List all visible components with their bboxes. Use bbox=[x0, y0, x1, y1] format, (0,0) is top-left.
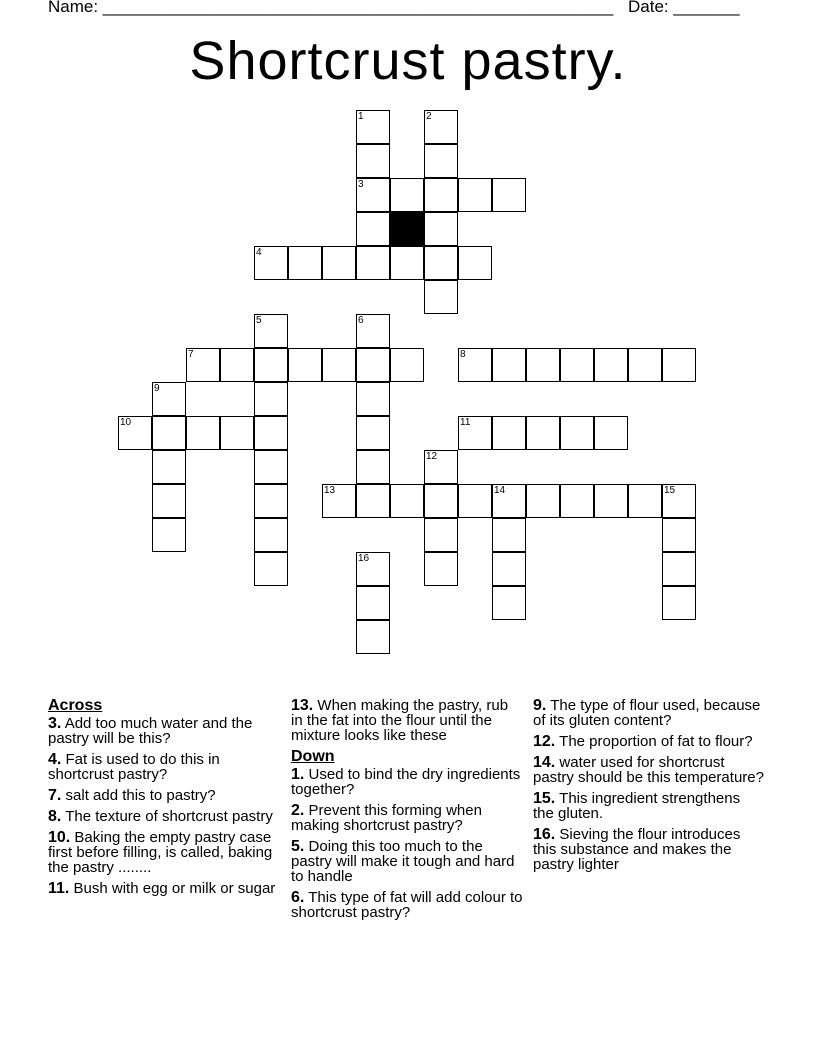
clue-text: The proportion of fat to flour? bbox=[559, 733, 753, 750]
cell-number: 6 bbox=[358, 315, 364, 326]
crossword-cell[interactable] bbox=[356, 212, 390, 246]
crossword-cell[interactable] bbox=[424, 484, 458, 518]
clue-number: 14. bbox=[533, 754, 556, 771]
crossword-cell[interactable] bbox=[424, 280, 458, 314]
clues-column-3 bbox=[533, 698, 765, 878]
clue-text: Used to bind the dry ingredients together? bbox=[291, 766, 521, 798]
crossword-cell[interactable] bbox=[356, 450, 390, 484]
crossword-cell[interactable] bbox=[458, 416, 492, 450]
crossword-cell[interactable] bbox=[390, 348, 424, 382]
clue-number: 10. bbox=[48, 829, 71, 846]
crossword-cell[interactable] bbox=[356, 314, 390, 348]
crossword-cell[interactable] bbox=[152, 416, 186, 450]
clue-text: Add too much water and the pastry will be this? bbox=[48, 715, 253, 747]
cell-number: 3 bbox=[358, 179, 364, 190]
crossword-cell[interactable] bbox=[662, 552, 696, 586]
clue bbox=[48, 752, 280, 782]
date-field: Date: _______ bbox=[628, 0, 740, 16]
crossword-cell[interactable] bbox=[254, 450, 288, 484]
name-field: Name: ______________________________________________________ bbox=[48, 0, 614, 16]
clue-text: Doing this too much to the pastry will make it tough and hard to handle bbox=[291, 838, 515, 885]
crossword-cell[interactable] bbox=[288, 348, 322, 382]
crossword-cell[interactable] bbox=[322, 484, 356, 518]
crossword-cell[interactable] bbox=[152, 518, 186, 552]
crossword-cell[interactable] bbox=[356, 246, 390, 280]
clue bbox=[48, 881, 280, 896]
clue-text: This type of fat will add colour to shortcrust pastry? bbox=[291, 889, 523, 921]
crossword-cell[interactable] bbox=[356, 110, 390, 144]
clue bbox=[291, 890, 523, 920]
clue bbox=[291, 767, 523, 797]
clue-number: 4. bbox=[48, 751, 62, 768]
clue-number: 9. bbox=[533, 697, 547, 714]
clue-number: 3. bbox=[48, 715, 62, 732]
crossword-cell[interactable] bbox=[356, 620, 390, 654]
crossword-cell[interactable] bbox=[560, 484, 594, 518]
crossword-cell[interactable] bbox=[492, 552, 526, 586]
cell-number: 16 bbox=[358, 553, 370, 564]
clue bbox=[48, 809, 280, 824]
crossword-cell[interactable] bbox=[356, 178, 390, 212]
crossword-cell[interactable] bbox=[254, 416, 288, 450]
crossword-cell[interactable] bbox=[424, 246, 458, 280]
crossword-cell[interactable] bbox=[356, 144, 390, 178]
crossword-cell[interactable] bbox=[288, 246, 322, 280]
cell-number: 12 bbox=[426, 451, 438, 462]
crossword-cell[interactable] bbox=[254, 518, 288, 552]
crossword-cell[interactable] bbox=[594, 484, 628, 518]
crossword-cell[interactable] bbox=[662, 518, 696, 552]
crossword-black-cell bbox=[390, 212, 424, 246]
crossword-cell[interactable] bbox=[118, 416, 152, 450]
crossword-cell[interactable] bbox=[254, 246, 288, 280]
crossword-cell[interactable] bbox=[492, 484, 526, 518]
crossword-cell[interactable] bbox=[390, 246, 424, 280]
clues-column-2 bbox=[291, 698, 523, 926]
crossword-cell[interactable] bbox=[424, 450, 458, 484]
crossword-cell[interactable] bbox=[492, 586, 526, 620]
clue-number: 16. bbox=[533, 826, 556, 843]
clue bbox=[291, 803, 523, 833]
crossword-cell[interactable] bbox=[186, 416, 220, 450]
clue bbox=[291, 839, 523, 884]
crossword-cell[interactable] bbox=[220, 416, 254, 450]
crossword-cell[interactable] bbox=[662, 586, 696, 620]
crossword-cell[interactable] bbox=[356, 586, 390, 620]
crossword-cell[interactable] bbox=[390, 178, 424, 212]
crossword-cell[interactable] bbox=[560, 348, 594, 382]
clue-text: When making the pastry, rub in the fat into the flour until the mixture looks like these bbox=[291, 697, 509, 744]
crossword-cell[interactable] bbox=[152, 484, 186, 518]
clue-text: water used for shortcrust pastry should be this temperature? bbox=[533, 754, 764, 786]
cell-number: 2 bbox=[426, 111, 432, 122]
clue bbox=[533, 827, 765, 872]
crossword-cell[interactable] bbox=[254, 314, 288, 348]
crossword-cell[interactable] bbox=[526, 416, 560, 450]
crossword-cell[interactable] bbox=[526, 484, 560, 518]
clue-number: 5. bbox=[291, 838, 305, 855]
clue-number: 1. bbox=[291, 766, 305, 783]
clue-number: 8. bbox=[48, 808, 62, 825]
crossword-cell[interactable] bbox=[526, 348, 560, 382]
crossword-cell[interactable] bbox=[152, 450, 186, 484]
cell-number: 4 bbox=[256, 247, 262, 258]
clue bbox=[291, 698, 523, 743]
clue-number: 13. bbox=[291, 697, 314, 714]
cell-number: 15 bbox=[664, 485, 676, 496]
cell-number: 11 bbox=[460, 417, 471, 428]
crossword-cell[interactable] bbox=[424, 212, 458, 246]
crossword-cell[interactable] bbox=[492, 518, 526, 552]
crossword-cell[interactable] bbox=[458, 348, 492, 382]
crossword-cell[interactable] bbox=[186, 348, 220, 382]
crossword-cell[interactable] bbox=[254, 382, 288, 416]
crossword-cell[interactable] bbox=[356, 552, 390, 586]
crossword-cell[interactable] bbox=[424, 552, 458, 586]
clue bbox=[533, 734, 765, 749]
clue bbox=[48, 716, 280, 746]
cell-number: 9 bbox=[154, 383, 160, 394]
crossword-cell[interactable] bbox=[356, 348, 390, 382]
crossword-cell[interactable] bbox=[152, 382, 186, 416]
crossword-cell[interactable] bbox=[424, 518, 458, 552]
clue-number: 11. bbox=[48, 880, 70, 897]
clues-column-1 bbox=[48, 698, 280, 902]
crossword-cell[interactable] bbox=[662, 484, 696, 518]
cell-number: 7 bbox=[188, 349, 194, 360]
crossword-cell[interactable] bbox=[628, 348, 662, 382]
crossword-cell[interactable] bbox=[458, 178, 492, 212]
crossword-cell[interactable] bbox=[254, 348, 288, 382]
crossword-cell[interactable] bbox=[390, 484, 424, 518]
clue-text: salt add this to pastry? bbox=[65, 787, 216, 804]
clue bbox=[48, 830, 280, 875]
clue bbox=[533, 698, 765, 728]
cell-number: 13 bbox=[324, 485, 336, 496]
cell-number: 8 bbox=[460, 349, 466, 360]
clue-number: 7. bbox=[48, 787, 62, 804]
clue-text: Prevent this forming when making shortcrust pastry? bbox=[291, 802, 482, 834]
crossword-cell[interactable] bbox=[492, 178, 526, 212]
crossword-cell[interactable] bbox=[424, 178, 458, 212]
crossword-cell[interactable] bbox=[492, 416, 526, 450]
clue-number: 2. bbox=[291, 802, 305, 819]
crossword-cell[interactable] bbox=[594, 416, 628, 450]
cell-number: 10 bbox=[120, 417, 132, 428]
crossword-cell[interactable] bbox=[356, 382, 390, 416]
crossword-cell[interactable] bbox=[492, 348, 526, 382]
clue-number: 6. bbox=[291, 889, 305, 906]
clue-text: Fat is used to do this in shortcrust pastry? bbox=[48, 751, 220, 783]
crossword-cell[interactable] bbox=[560, 416, 594, 450]
crossword-cell[interactable] bbox=[628, 484, 662, 518]
crossword-cell[interactable] bbox=[424, 144, 458, 178]
crossword-cell[interactable] bbox=[322, 246, 356, 280]
clue-text: The type of flour used, because of its gluten content? bbox=[533, 697, 761, 729]
clue bbox=[533, 791, 765, 821]
down-heading: Down bbox=[291, 748, 335, 765]
clue-text: Bush with egg or milk or sugar bbox=[73, 880, 276, 897]
crossword-cell[interactable] bbox=[458, 484, 492, 518]
clue-number: 12. bbox=[533, 733, 556, 750]
cell-number: 1 bbox=[358, 111, 364, 122]
crossword-cell[interactable] bbox=[356, 484, 390, 518]
clue-text: Sieving the flour introduces this substance and makes the pastry lighter bbox=[533, 826, 741, 873]
crossword-cell[interactable] bbox=[220, 348, 254, 382]
clue bbox=[48, 788, 280, 803]
crossword-cell[interactable] bbox=[594, 348, 628, 382]
crossword-cell[interactable] bbox=[322, 348, 356, 382]
crossword-cell[interactable] bbox=[254, 484, 288, 518]
cell-number: 14 bbox=[494, 485, 506, 496]
clue-text: This ingredient strengthens the gluten. bbox=[533, 790, 741, 822]
clue bbox=[533, 755, 765, 785]
clue-number: 15. bbox=[533, 790, 556, 807]
cell-number: 5 bbox=[256, 315, 262, 326]
clue-text: Baking the empty pastry case first before filling, is called, baking the pastry ........ bbox=[48, 829, 273, 876]
page-title: Shortcrust pastry. bbox=[189, 31, 627, 91]
clue-text: The texture of shortcrust pastry bbox=[65, 808, 273, 825]
crossword-cell[interactable] bbox=[356, 416, 390, 450]
crossword-cell[interactable] bbox=[662, 348, 696, 382]
across-heading: Across bbox=[48, 697, 103, 714]
crossword-cell[interactable] bbox=[458, 246, 492, 280]
crossword-cell[interactable] bbox=[254, 552, 288, 586]
crossword-cell[interactable] bbox=[424, 110, 458, 144]
